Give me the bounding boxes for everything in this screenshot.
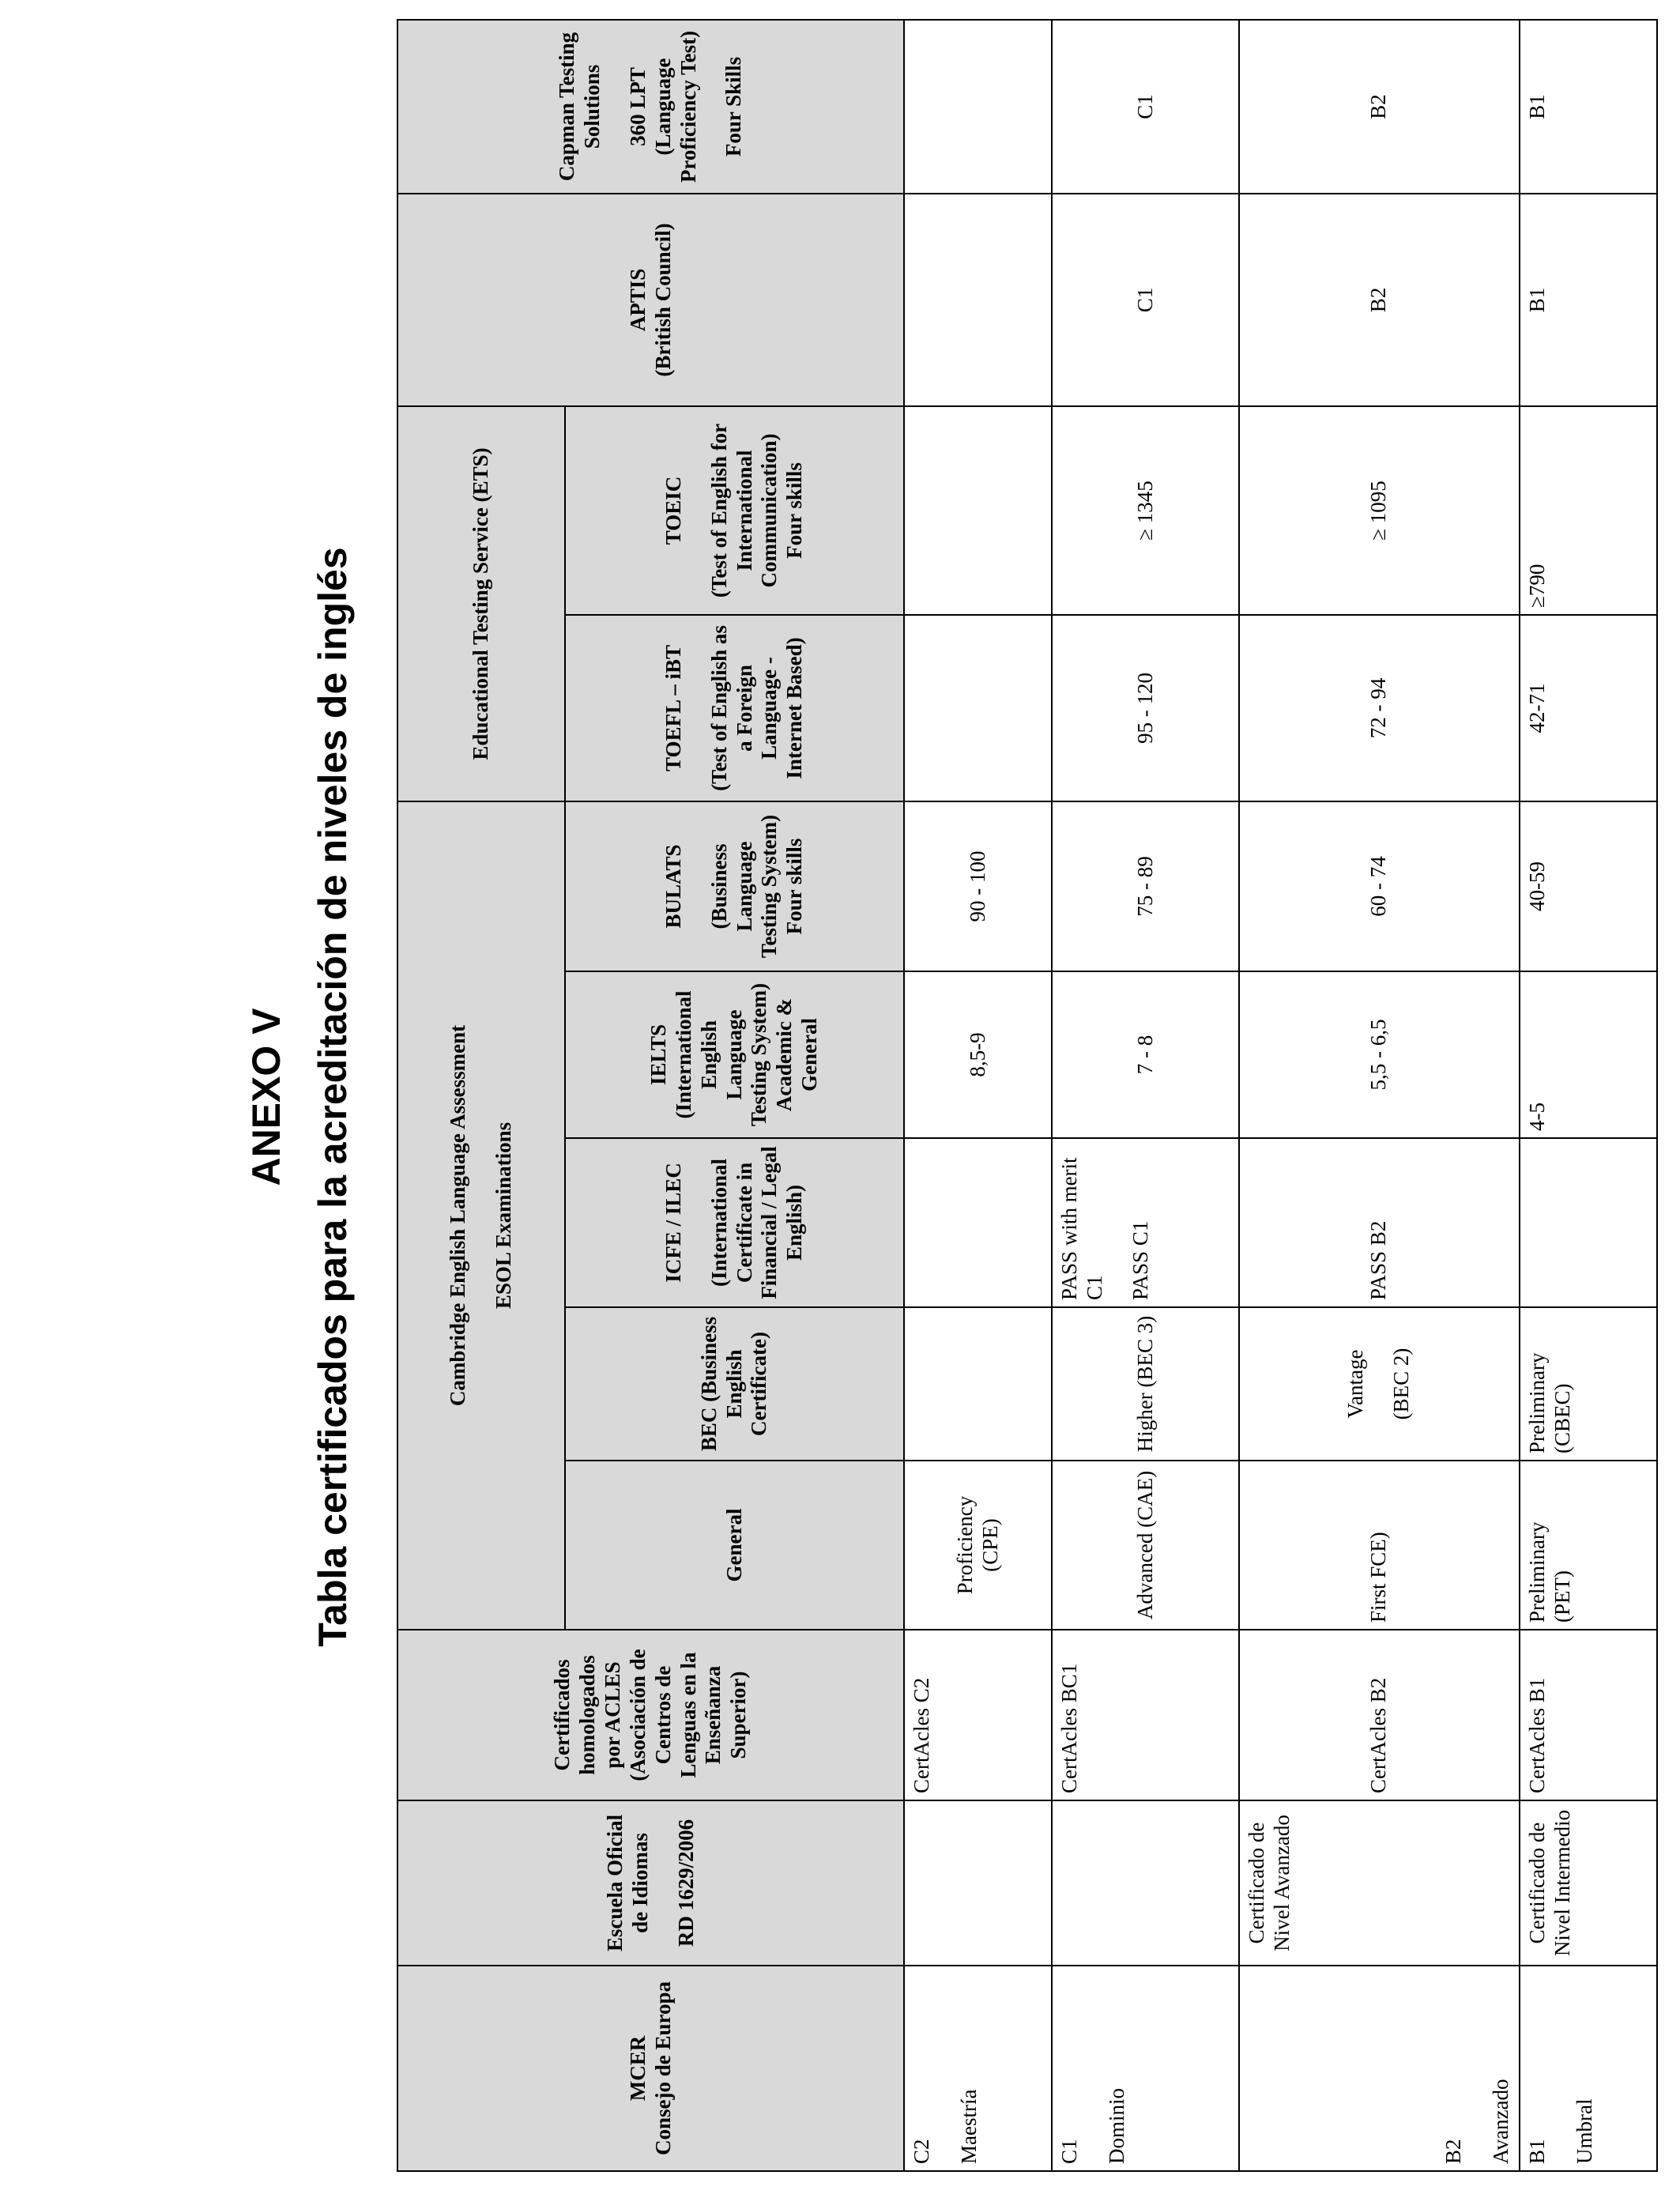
bulats-cell: 90 - 100 — [904, 801, 1052, 971]
header-toefl: TOEFL – iBT (Test of English as a Foreign Language - Internet Based) — [565, 615, 905, 801]
header-mcer: MCER Consejo de Europa — [397, 1966, 904, 2171]
general-cell: Advanced (CAE) — [1052, 1461, 1239, 1630]
eoi-cell: Certificado de Nivel Intermedio — [1520, 1800, 1657, 1966]
level-cell: B1 Umbral — [1520, 1966, 1657, 2171]
header-cambridge: Cambridge English Language Assessment ESOL Examinations — [397, 801, 565, 1630]
bulats-cell: 40-59 — [1520, 801, 1657, 971]
ielts-cell: 7 - 8 — [1052, 971, 1239, 1138]
level-cell: C2 Maestría — [904, 1966, 1052, 2171]
toeic-cell — [904, 406, 1052, 615]
toefl-cell — [904, 615, 1052, 801]
bec-cell: Higher (BEC 3) — [1052, 1307, 1239, 1461]
capman-cell: B1 — [1520, 20, 1657, 194]
acles-cell: CertAcles B1 — [1520, 1630, 1657, 1800]
bulats-cell: 60 - 74 — [1239, 801, 1520, 971]
bec-cell: Vantage (BEC 2) — [1239, 1307, 1520, 1461]
general-cell: First FCE) — [1239, 1461, 1520, 1630]
eoi-cell — [904, 1800, 1052, 1966]
ielts-cell: 5,5 - 6,5 — [1239, 971, 1520, 1138]
acles-cell: CertAcles B2 — [1239, 1630, 1520, 1800]
header-ielts: IELTS (International English Language Testing System) Academic & General — [565, 971, 905, 1138]
general-cell: Proficiency (CPE) — [904, 1461, 1052, 1630]
aptis-cell: B1 — [1520, 194, 1657, 406]
general-cell: Preliminary (PET) — [1520, 1461, 1657, 1630]
header-capman: Capman Testing Solutions 360 LPT (Language Proficiency Test) Four Skills — [397, 20, 904, 194]
ielts-cell: 8,5-9 — [904, 971, 1052, 1138]
certificates-table — [397, 19, 1658, 2172]
aptis-cell: C1 — [1052, 194, 1239, 406]
toefl-cell: 95 - 120 — [1052, 615, 1239, 801]
level-cell: B2 Avanzado — [1239, 1966, 1520, 2171]
header-row-1 — [397, 20, 565, 2171]
icfe-cell: PASS B2 — [1239, 1138, 1520, 1307]
table-row — [1520, 20, 1657, 2171]
aptis-cell: B2 — [1239, 194, 1520, 406]
bec-cell: Preliminary (CBEC) — [1520, 1307, 1657, 1461]
toeic-cell: ≥ 1345 — [1052, 406, 1239, 615]
table-row — [1052, 20, 1239, 2171]
bec-cell — [904, 1307, 1052, 1461]
capman-cell: B2 — [1239, 20, 1520, 194]
icfe-cell — [1520, 1138, 1657, 1307]
eoi-cell: Certificado de Nivel Avanzado — [1239, 1800, 1520, 1966]
capman-cell: C1 — [1052, 20, 1239, 194]
acles-cell: CertAcles C2 — [904, 1630, 1052, 1800]
icfe-cell — [904, 1138, 1052, 1307]
header-toeic: TOEIC (Test of English for International Communication) Four skills — [565, 406, 905, 615]
header-aptis: APTIS (British Council) — [397, 194, 904, 406]
header-general: General — [565, 1461, 905, 1630]
header-acles: Certificados homologados por ACLES (Asociación de Centros de Lenguas en la Enseñanza Superior) — [397, 1630, 904, 1800]
toefl-cell: 42-71 — [1520, 615, 1657, 801]
toeic-cell: ≥790 — [1520, 406, 1657, 615]
header-icfe: ICFE / ILEC (International Certificate in Financial / Legal English) — [565, 1138, 905, 1307]
table-row — [904, 20, 1052, 2171]
page-subtitle: Tabla certificados para la acreditación de niveles de inglés — [311, 547, 355, 1647]
capman-cell — [904, 20, 1052, 194]
header-bec: BEC (Business English Certificate) — [565, 1307, 905, 1461]
ielts-cell: 4-5 — [1520, 971, 1657, 1138]
acles-cell: CertAcles BC1 — [1052, 1630, 1239, 1800]
toefl-cell: 72 - 94 — [1239, 615, 1520, 801]
header-ets: Educational Testing Service (ETS) — [397, 406, 565, 801]
toeic-cell: ≥ 1095 — [1239, 406, 1520, 615]
header-eoi: Escuela Oficial de Idiomas RD 1629/2006 — [397, 1800, 904, 1966]
header-bulats: BULATS (Business Language Testing System) Four skills — [565, 801, 905, 971]
level-cell: C1 Dominio — [1052, 1966, 1239, 2171]
eoi-cell — [1052, 1800, 1239, 1966]
bulats-cell: 75 - 89 — [1052, 801, 1239, 971]
table-row — [1239, 20, 1520, 2171]
icfe-cell: PASS with merit C1 PASS C1 — [1052, 1138, 1239, 1307]
aptis-cell — [904, 194, 1052, 406]
page-title: ANEXO V — [244, 1008, 288, 1186]
